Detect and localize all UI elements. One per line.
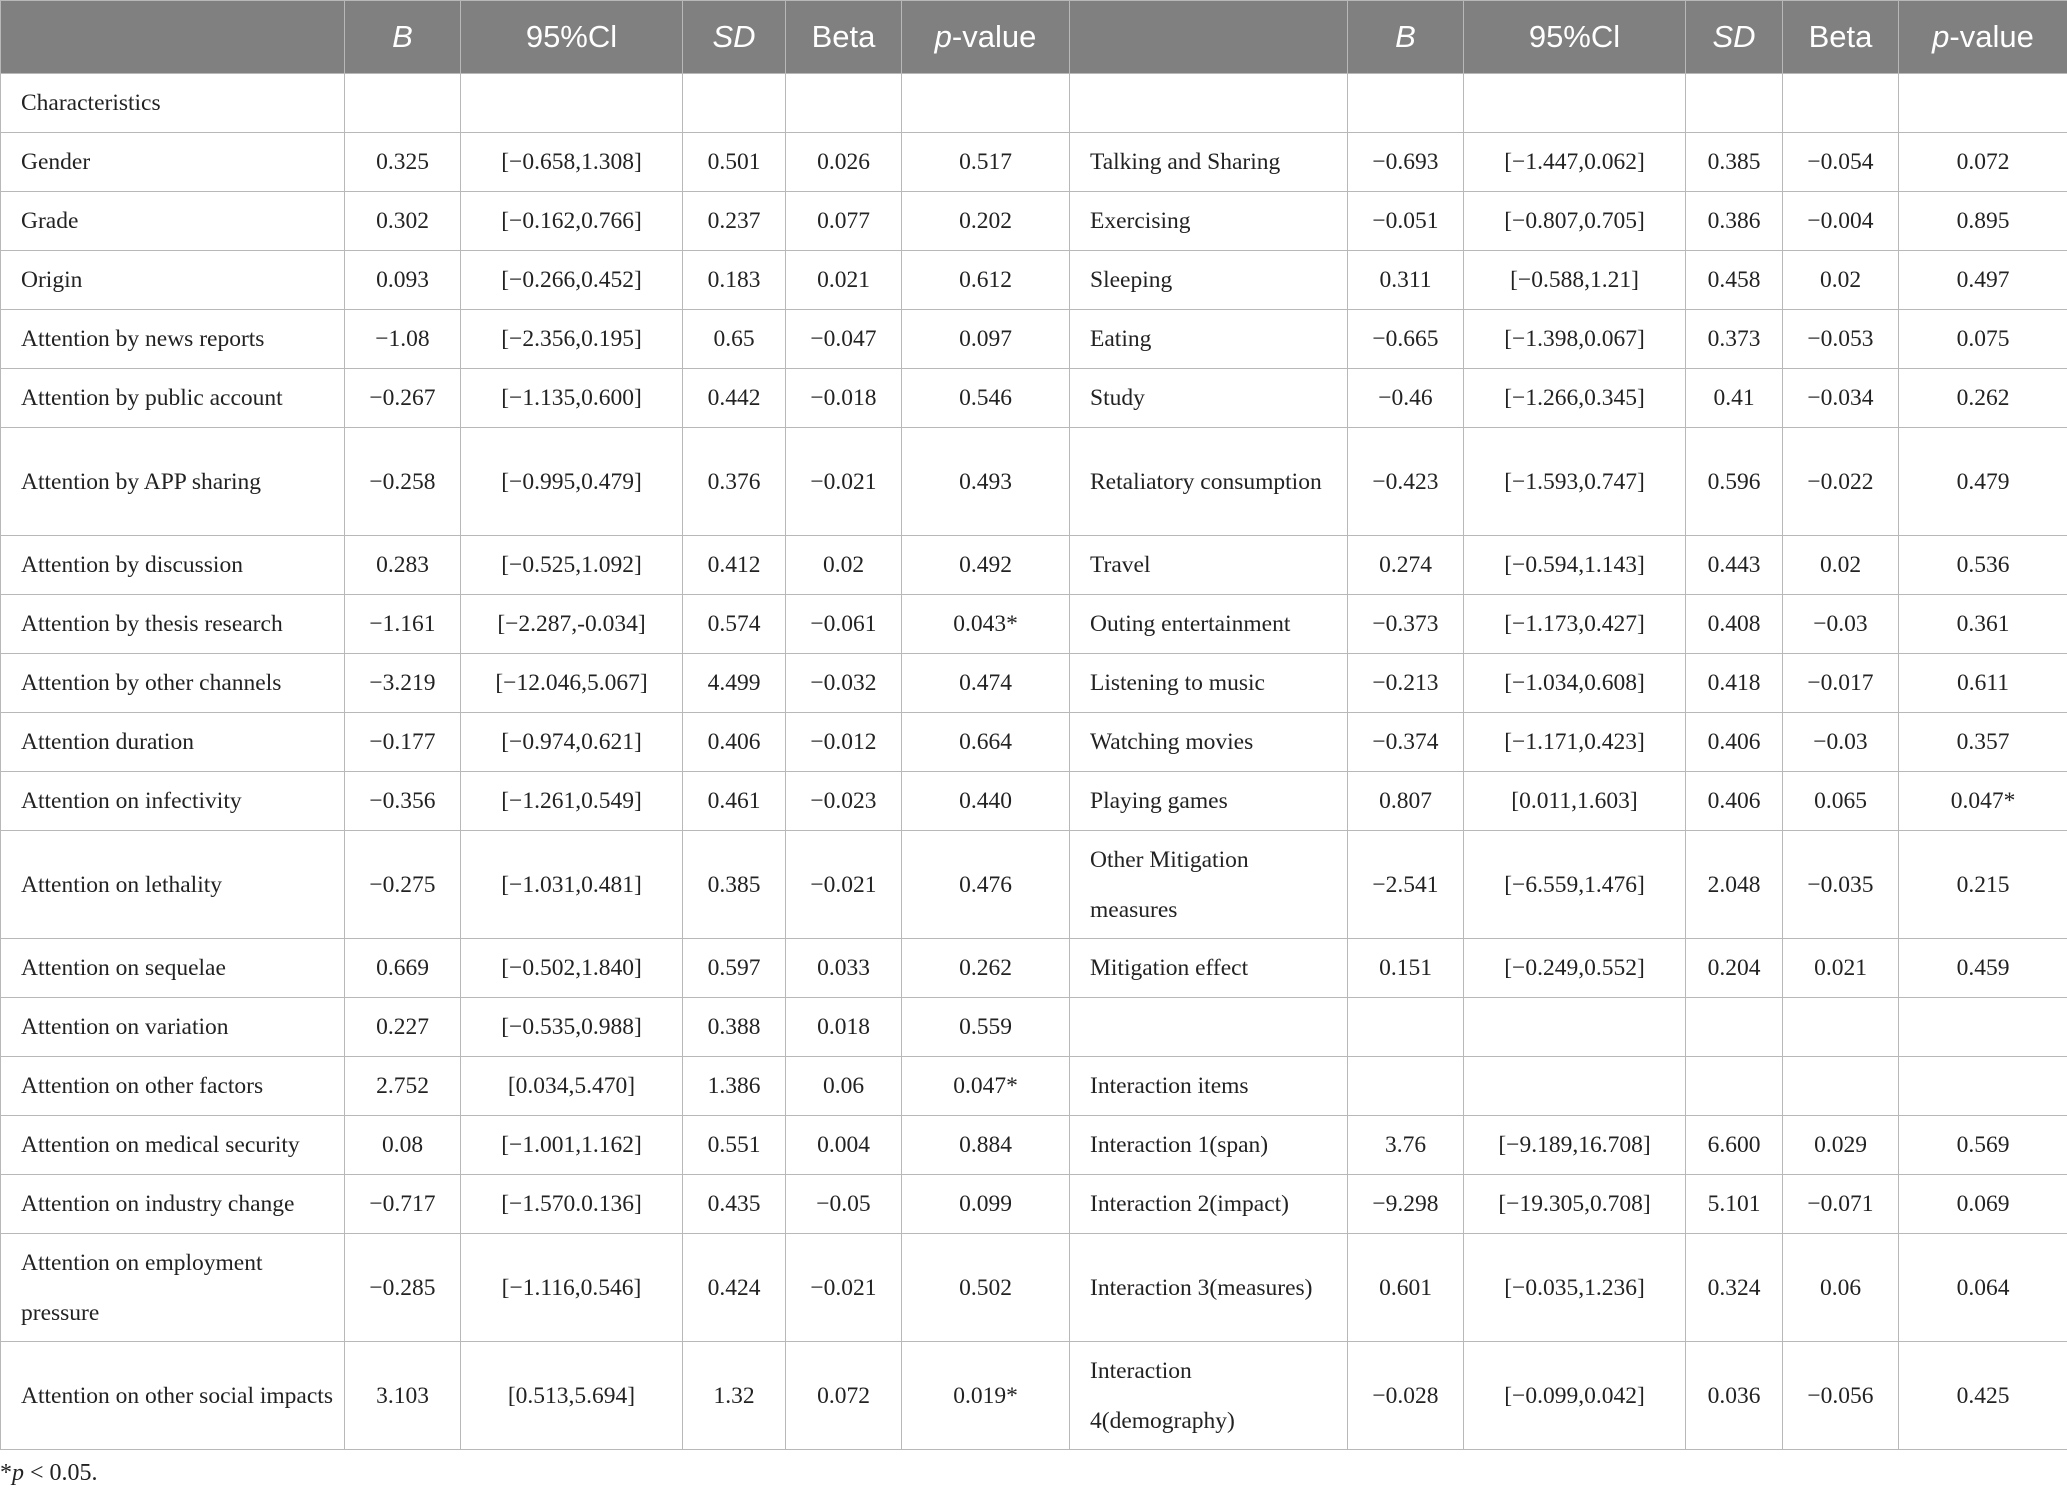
right-sd-cell: 0.373 [1686,310,1783,369]
right-pvalue-cell: 0.611 [1899,654,2067,713]
left-pvalue-cell [902,74,1070,133]
right-label-cell [1070,998,1348,1057]
left-ci-cell: [−12.046,5.067] [461,654,683,713]
right-label-cell [1070,74,1348,133]
right-b-cell: −0.028 [1348,1342,1464,1450]
right-pvalue-cell: 0.459 [1899,939,2067,998]
table-row [1,772,2067,831]
right-b-cell: −0.374 [1348,713,1464,772]
right-b-cell: 0.807 [1348,772,1464,831]
right-b-cell: 0.151 [1348,939,1464,998]
right-pvalue-cell: 0.069 [1899,1175,2067,1234]
right-label-cell: Interaction 3(measures) [1070,1234,1348,1342]
left-sd-cell: 0.388 [683,998,786,1057]
right-label-cell: Interaction 4(demography) [1070,1342,1348,1450]
left-beta-cell: 0.018 [786,998,902,1057]
right-ci-cell: [−1.173,0.427] [1464,595,1686,654]
right-b-cell: −0.373 [1348,595,1464,654]
left-beta-cell: −0.047 [786,310,902,369]
left-sd-cell: 0.435 [683,1175,786,1234]
right-b-cell: −0.46 [1348,369,1464,428]
right-pvalue-cell: 0.361 [1899,595,2067,654]
left-beta-cell: 0.004 [786,1116,902,1175]
left-ci-cell: [−1.261,0.549] [461,772,683,831]
right-ci-cell: [−0.099,0.042] [1464,1342,1686,1450]
left-pvalue-cell: 0.884 [902,1116,1070,1175]
left-b-cell: 0.283 [345,536,461,595]
footnote-p: p [12,1460,24,1486]
right-ci-cell: [−6.559,1.476] [1464,831,1686,939]
right-pvalue-cell: 0.497 [1899,251,2067,310]
right-b-cell: −0.051 [1348,192,1464,251]
left-label-cell: Attention on other social impacts [1,1342,345,1450]
left-sd-cell: 0.442 [683,369,786,428]
right-ci-cell [1464,74,1686,133]
left-b-cell: 0.227 [345,998,461,1057]
right-label-cell: Playing games [1070,772,1348,831]
left-b-cell: −0.258 [345,428,461,536]
left-ci-cell: [−1.116,0.546] [461,1234,683,1342]
left-pvalue-cell: 0.559 [902,998,1070,1057]
right-label-cell: Interaction items [1070,1057,1348,1116]
right-sd-cell: 0.596 [1686,428,1783,536]
right-ci-cell: [−0.588,1.21] [1464,251,1686,310]
left-sd-cell: 0.551 [683,1116,786,1175]
left-b-cell [345,74,461,133]
left-beta-cell [786,74,902,133]
left-label-cell: Attention on sequelae [1,939,345,998]
left-pvalue-cell: 0.043* [902,595,1070,654]
left-pvalue-cell: 0.612 [902,251,1070,310]
left-sd-cell: 0.385 [683,831,786,939]
left-sd-cell [683,74,786,133]
table-row [1,654,2067,713]
right-pvalue-cell: 0.047* [1899,772,2067,831]
right-label-cell: Study [1070,369,1348,428]
left-pvalue-cell: 0.019* [902,1342,1070,1450]
table-row [1,192,2067,251]
right-pvalue-cell [1899,74,2067,133]
left-ci-cell: [−0.535,0.988] [461,998,683,1057]
right-pvalue-cell: 0.425 [1899,1342,2067,1450]
right-ci-cell: [−1.171,0.423] [1464,713,1686,772]
table-row [1,1234,2067,1342]
left-pvalue-cell: 0.047* [902,1057,1070,1116]
left-b-cell: 0.08 [345,1116,461,1175]
right-ci-cell: [−0.035,1.236] [1464,1234,1686,1342]
left-label-cell: Attention by APP sharing [1,428,345,536]
footnote-star: * [0,1460,12,1486]
right-sd-cell: 0.036 [1686,1342,1783,1450]
right-beta-cell: −0.034 [1783,369,1899,428]
right-sd-cell [1686,74,1783,133]
header-beta-right: Beta [1783,1,1899,74]
left-beta-cell: −0.05 [786,1175,902,1234]
right-b-cell: 3.76 [1348,1116,1464,1175]
header-ci-right: 95%Cl [1464,1,1686,74]
left-sd-cell: 0.65 [683,310,786,369]
table-row [1,251,2067,310]
left-b-cell: −0.285 [345,1234,461,1342]
header-sd-left: SD [683,1,786,74]
left-beta-cell: −0.021 [786,1234,902,1342]
right-beta-cell: −0.053 [1783,310,1899,369]
table-row [1,310,2067,369]
right-b-cell: −2.541 [1348,831,1464,939]
left-sd-cell: 0.574 [683,595,786,654]
right-beta-cell: −0.054 [1783,133,1899,192]
left-sd-cell: 1.386 [683,1057,786,1116]
right-ci-cell [1464,1057,1686,1116]
right-sd-cell: 5.101 [1686,1175,1783,1234]
table-row [1,1116,2067,1175]
right-pvalue-cell [1899,998,2067,1057]
left-sd-cell: 1.32 [683,1342,786,1450]
right-pvalue-cell: 0.569 [1899,1116,2067,1175]
right-sd-cell: 0.386 [1686,192,1783,251]
right-label-cell: Retaliatory consumption [1070,428,1348,536]
right-pvalue-cell: 0.536 [1899,536,2067,595]
left-ci-cell: [−1.570.0.136] [461,1175,683,1234]
left-pvalue-cell: 0.262 [902,939,1070,998]
left-sd-cell: 0.501 [683,133,786,192]
right-sd-cell: 0.324 [1686,1234,1783,1342]
right-beta-cell: −0.004 [1783,192,1899,251]
left-b-cell: −0.177 [345,713,461,772]
right-b-cell [1348,1057,1464,1116]
right-ci-cell: [−1.266,0.345] [1464,369,1686,428]
right-sd-cell [1686,1057,1783,1116]
right-beta-cell: 0.02 [1783,536,1899,595]
right-beta-cell: 0.029 [1783,1116,1899,1175]
right-beta-cell: −0.056 [1783,1342,1899,1450]
left-label-cell: Origin [1,251,345,310]
right-label-cell: Sleeping [1070,251,1348,310]
right-label-cell: Mitigation effect [1070,939,1348,998]
left-label-cell: Attention on industry change [1,1175,345,1234]
right-beta-cell: 0.021 [1783,939,1899,998]
header-sd-right: SD [1686,1,1783,74]
table-row [1,428,2067,536]
header-b-right: B [1348,1,1464,74]
left-beta-cell: 0.033 [786,939,902,998]
right-pvalue-cell: 0.479 [1899,428,2067,536]
right-beta-cell: −0.03 [1783,713,1899,772]
left-b-cell: −0.267 [345,369,461,428]
right-beta-cell: −0.022 [1783,428,1899,536]
right-label-cell: Watching movies [1070,713,1348,772]
left-beta-cell: 0.021 [786,251,902,310]
left-beta-cell: −0.021 [786,428,902,536]
table-row [1,1342,2067,1450]
right-label-cell: Interaction 2(impact) [1070,1175,1348,1234]
right-beta-cell [1783,74,1899,133]
left-beta-cell: 0.02 [786,536,902,595]
left-beta-cell: 0.077 [786,192,902,251]
right-pvalue-cell: 0.357 [1899,713,2067,772]
right-sd-cell: 0.443 [1686,536,1783,595]
table-body [1,74,2067,1450]
header-row [1,1,2067,74]
left-pvalue-cell: 0.099 [902,1175,1070,1234]
right-pvalue-cell: 0.215 [1899,831,2067,939]
header-p-rest-right: -value [1949,19,2034,54]
left-beta-cell: −0.061 [786,595,902,654]
right-b-cell: −0.665 [1348,310,1464,369]
left-sd-cell: 0.237 [683,192,786,251]
left-b-cell: 0.093 [345,251,461,310]
right-b-cell: −0.213 [1348,654,1464,713]
right-ci-cell: [−9.189,16.708] [1464,1116,1686,1175]
left-sd-cell: 0.183 [683,251,786,310]
right-sd-cell: 0.406 [1686,713,1783,772]
left-pvalue-cell: 0.664 [902,713,1070,772]
right-beta-cell: −0.035 [1783,831,1899,939]
left-sd-cell: 0.424 [683,1234,786,1342]
left-label-cell: Attention on lethality [1,831,345,939]
table-row [1,831,2067,939]
left-label-cell: Attention on infectivity [1,772,345,831]
left-sd-cell: 0.412 [683,536,786,595]
left-sd-cell: 0.376 [683,428,786,536]
left-pvalue-cell: 0.546 [902,369,1070,428]
table-row [1,713,2067,772]
left-b-cell: −0.275 [345,831,461,939]
right-sd-cell: 6.600 [1686,1116,1783,1175]
right-ci-cell: [−1.034,0.608] [1464,654,1686,713]
right-sd-cell: 0.458 [1686,251,1783,310]
left-label-cell: Attention on employment pressure [1,1234,345,1342]
left-label-cell: Attention on other factors [1,1057,345,1116]
left-pvalue-cell: 0.476 [902,831,1070,939]
left-label-cell: Attention on variation [1,998,345,1057]
right-label-cell: Talking and Sharing [1070,133,1348,192]
left-ci-cell: [−0.658,1.308] [461,133,683,192]
left-pvalue-cell: 0.097 [902,310,1070,369]
left-label-cell: Characteristics [1,74,345,133]
right-ci-cell: [−1.593,0.747] [1464,428,1686,536]
left-beta-cell: −0.021 [786,831,902,939]
right-pvalue-cell [1899,1057,2067,1116]
right-ci-cell: [−1.447,0.062] [1464,133,1686,192]
right-pvalue-cell: 0.895 [1899,192,2067,251]
left-label-cell: Grade [1,192,345,251]
left-ci-cell: [−0.266,0.452] [461,251,683,310]
left-label-cell: Gender [1,133,345,192]
header-beta-left: Beta [786,1,902,74]
right-sd-cell: 0.406 [1686,772,1783,831]
right-ci-cell: [0.011,1.603] [1464,772,1686,831]
header-pvalue-right [1899,1,2067,74]
left-sd-cell: 0.597 [683,939,786,998]
left-pvalue-cell: 0.202 [902,192,1070,251]
right-pvalue-cell: 0.075 [1899,310,2067,369]
left-beta-cell: 0.072 [786,1342,902,1450]
header-p-italic-left: p [934,19,952,54]
table-row [1,939,2067,998]
left-pvalue-cell: 0.493 [902,428,1070,536]
table-row [1,133,2067,192]
right-sd-cell: 0.408 [1686,595,1783,654]
left-b-cell: −3.219 [345,654,461,713]
right-label-cell: Interaction 1(span) [1070,1116,1348,1175]
header-blank-left [1,1,345,74]
left-b-cell: −1.161 [345,595,461,654]
table-row [1,536,2067,595]
left-ci-cell: [−1.135,0.600] [461,369,683,428]
left-ci-cell: [−0.974,0.621] [461,713,683,772]
left-label-cell: Attention on medical security [1,1116,345,1175]
right-b-cell: −0.693 [1348,133,1464,192]
header-p-rest-left: -value [951,19,1037,54]
header-blank-right [1070,1,1348,74]
left-label-cell: Attention by other channels [1,654,345,713]
left-beta-cell: 0.026 [786,133,902,192]
left-ci-cell: [−0.525,1.092] [461,536,683,595]
left-ci-cell: [0.034,5.470] [461,1057,683,1116]
left-beta-cell: −0.018 [786,369,902,428]
left-b-cell: 0.669 [345,939,461,998]
left-ci-cell: [−0.502,1.840] [461,939,683,998]
left-pvalue-cell: 0.517 [902,133,1070,192]
right-beta-cell: 0.02 [1783,251,1899,310]
left-label-cell: Attention by discussion [1,536,345,595]
left-sd-cell: 0.461 [683,772,786,831]
table-row [1,369,2067,428]
left-beta-cell: −0.012 [786,713,902,772]
left-label-cell: Attention by thesis research [1,595,345,654]
table-row [1,998,2067,1057]
right-sd-cell: 0.418 [1686,654,1783,713]
left-b-cell: 2.752 [345,1057,461,1116]
left-label-cell: Attention duration [1,713,345,772]
right-label-cell: Exercising [1070,192,1348,251]
left-pvalue-cell: 0.440 [902,772,1070,831]
left-pvalue-cell: 0.474 [902,654,1070,713]
left-b-cell: −0.717 [345,1175,461,1234]
left-beta-cell: −0.023 [786,772,902,831]
table-row [1,595,2067,654]
right-b-cell: 0.274 [1348,536,1464,595]
left-pvalue-cell: 0.492 [902,536,1070,595]
right-b-cell: −9.298 [1348,1175,1464,1234]
left-pvalue-cell: 0.502 [902,1234,1070,1342]
right-pvalue-cell: 0.262 [1899,369,2067,428]
left-ci-cell [461,74,683,133]
right-b-cell: −0.423 [1348,428,1464,536]
right-sd-cell: 0.204 [1686,939,1783,998]
left-ci-cell: [−2.287,-0.034] [461,595,683,654]
right-b-cell [1348,998,1464,1057]
right-ci-cell: [−1.398,0.067] [1464,310,1686,369]
left-b-cell: 3.103 [345,1342,461,1450]
right-beta-cell: 0.06 [1783,1234,1899,1342]
right-ci-cell: [−19.305,0.708] [1464,1175,1686,1234]
left-label-cell: Attention by public account [1,369,345,428]
right-pvalue-cell: 0.072 [1899,133,2067,192]
right-label-cell: Listening to music [1070,654,1348,713]
right-beta-cell: −0.03 [1783,595,1899,654]
right-sd-cell [1686,998,1783,1057]
left-ci-cell: [−1.001,1.162] [461,1116,683,1175]
table-header [1,1,2067,74]
header-pvalue-left [902,1,1070,74]
header-p-italic-right: p [1932,19,1950,54]
left-ci-cell: [−0.162,0.766] [461,192,683,251]
right-beta-cell [1783,998,1899,1057]
header-b-left: B [345,1,461,74]
right-sd-cell: 0.41 [1686,369,1783,428]
left-sd-cell: 0.406 [683,713,786,772]
right-b-cell: 0.311 [1348,251,1464,310]
right-sd-cell: 2.048 [1686,831,1783,939]
right-sd-cell: 0.385 [1686,133,1783,192]
left-b-cell: 0.302 [345,192,461,251]
left-beta-cell: 0.06 [786,1057,902,1116]
right-ci-cell: [−0.807,0.705] [1464,192,1686,251]
left-label-cell: Attention by news reports [1,310,345,369]
table-row [1,1057,2067,1116]
right-beta-cell [1783,1057,1899,1116]
table-row [1,1175,2067,1234]
right-ci-cell: [−0.594,1.143] [1464,536,1686,595]
right-beta-cell: 0.065 [1783,772,1899,831]
left-ci-cell: [−2.356,0.195] [461,310,683,369]
right-b-cell: 0.601 [1348,1234,1464,1342]
right-pvalue-cell: 0.064 [1899,1234,2067,1342]
footnote [0,1460,98,1487]
right-label-cell: Eating [1070,310,1348,369]
right-label-cell: Other Mitigation measures [1070,831,1348,939]
right-b-cell [1348,74,1464,133]
right-label-cell: Outing entertainment [1070,595,1348,654]
left-ci-cell: [−0.995,0.479] [461,428,683,536]
table-row [1,74,2067,133]
left-b-cell: 0.325 [345,133,461,192]
right-beta-cell: −0.071 [1783,1175,1899,1234]
footnote-text: < 0.05. [24,1460,98,1486]
left-sd-cell: 4.499 [683,654,786,713]
header-ci-left: 95%Cl [461,1,683,74]
left-b-cell: −0.356 [345,772,461,831]
right-beta-cell: −0.017 [1783,654,1899,713]
left-b-cell: −1.08 [345,310,461,369]
right-label-cell: Travel [1070,536,1348,595]
right-ci-cell [1464,998,1686,1057]
right-ci-cell: [−0.249,0.552] [1464,939,1686,998]
left-beta-cell: −0.032 [786,654,902,713]
left-ci-cell: [0.513,5.694] [461,1342,683,1450]
left-ci-cell: [−1.031,0.481] [461,831,683,939]
